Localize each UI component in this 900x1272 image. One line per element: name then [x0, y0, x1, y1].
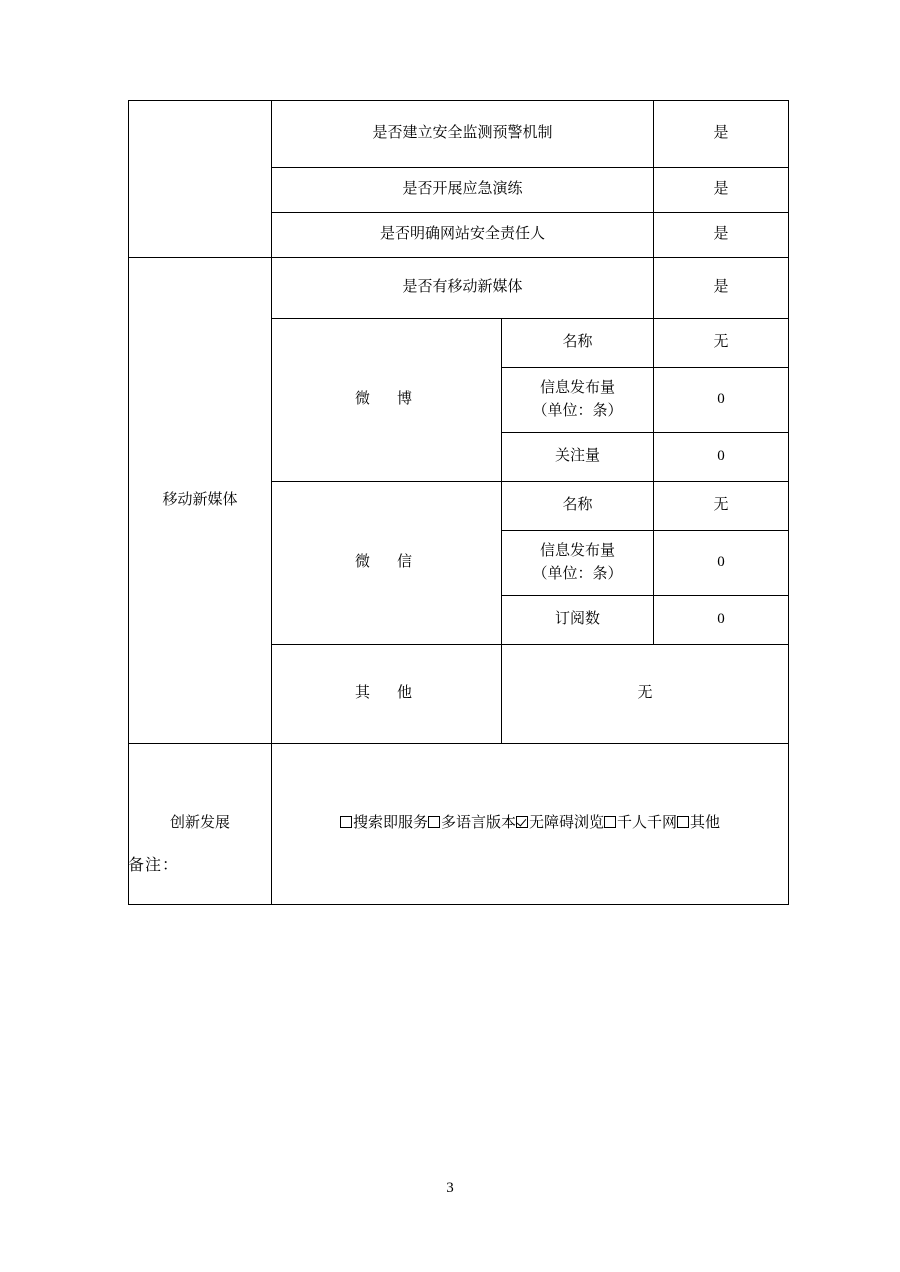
innovation-option-label: 其他: [690, 815, 721, 832]
remark-label: 备注：: [128, 857, 180, 874]
weixin-publish-count-line2: （单位：条）: [532, 566, 623, 582]
innovation-option-accessibility[interactable]: [516, 815, 604, 831]
innovation-checkbox-group[interactable]: [340, 812, 720, 835]
innovation-option-label: 千人千网: [617, 815, 678, 832]
emergency-drill-label: 是否开展应急演练: [272, 168, 654, 213]
weibo-name-value: 无: [654, 319, 789, 368]
security-owner-value: 是: [654, 213, 789, 258]
innovation-category-label: 创新发展: [129, 744, 272, 905]
weibo-name-label: 名称: [502, 319, 654, 368]
security-owner-label: 是否明确网站安全责任人: [272, 213, 654, 258]
checkbox-icon[interactable]: [428, 816, 440, 828]
checkbox-checked-icon[interactable]: [516, 816, 528, 828]
weibo-publish-count-line2: （单位：条）: [532, 403, 623, 419]
weibo-label: 微 博: [272, 319, 502, 482]
annual-report-table: [128, 100, 789, 905]
weibo-publish-count-value: 0: [654, 368, 789, 433]
weibo-followers-value: 0: [654, 433, 789, 482]
innovation-option-label: 搜索即服务: [352, 815, 428, 832]
innovation-option-search-as-service[interactable]: [340, 815, 428, 831]
emergency-drill-value: 是: [654, 168, 789, 213]
page-number: 3: [446, 1180, 454, 1196]
security-category-cell: [129, 101, 272, 258]
checkbox-icon[interactable]: [604, 816, 616, 828]
security-monitor-value: 是: [654, 101, 789, 168]
weixin-subscribers-value: 0: [654, 596, 789, 645]
weixin-publish-count-value: 0: [654, 531, 789, 596]
innovation-option-label: 多语言版本: [440, 815, 516, 832]
table-row: [129, 258, 789, 319]
weixin-publish-count-label: [502, 531, 654, 596]
has-new-media-value: 是: [654, 258, 789, 319]
table-row: [129, 101, 789, 168]
weixin-label: 微 信: [272, 482, 502, 645]
table-row: [129, 744, 789, 905]
checkbox-icon[interactable]: [677, 816, 689, 828]
innovation-option-label: 无障碍浏览: [529, 815, 605, 832]
weixin-publish-count-line1: 信息发布量: [540, 542, 616, 559]
security-monitor-label: 是否建立安全监测预警机制: [272, 101, 654, 168]
innovation-option-multilanguage[interactable]: [428, 815, 516, 831]
other-media-value: 无: [502, 645, 789, 744]
weibo-publish-count-line1: 信息发布量: [540, 379, 616, 396]
weibo-followers-label: 关注量: [502, 433, 654, 482]
new-media-category-label: 移动新媒体: [129, 258, 272, 744]
weixin-name-label: 名称: [502, 482, 654, 531]
weibo-publish-count-label: [502, 368, 654, 433]
checkbox-icon[interactable]: [340, 816, 352, 828]
other-media-label: 其 他: [272, 645, 502, 744]
innovation-option-other[interactable]: [677, 815, 720, 831]
innovation-option-personalized[interactable]: [604, 815, 677, 831]
innovation-options-cell: [272, 744, 789, 905]
has-new-media-label: 是否有移动新媒体: [272, 258, 654, 319]
weixin-name-value: 无: [654, 482, 789, 531]
weixin-subscribers-label: 订阅数: [502, 596, 654, 645]
